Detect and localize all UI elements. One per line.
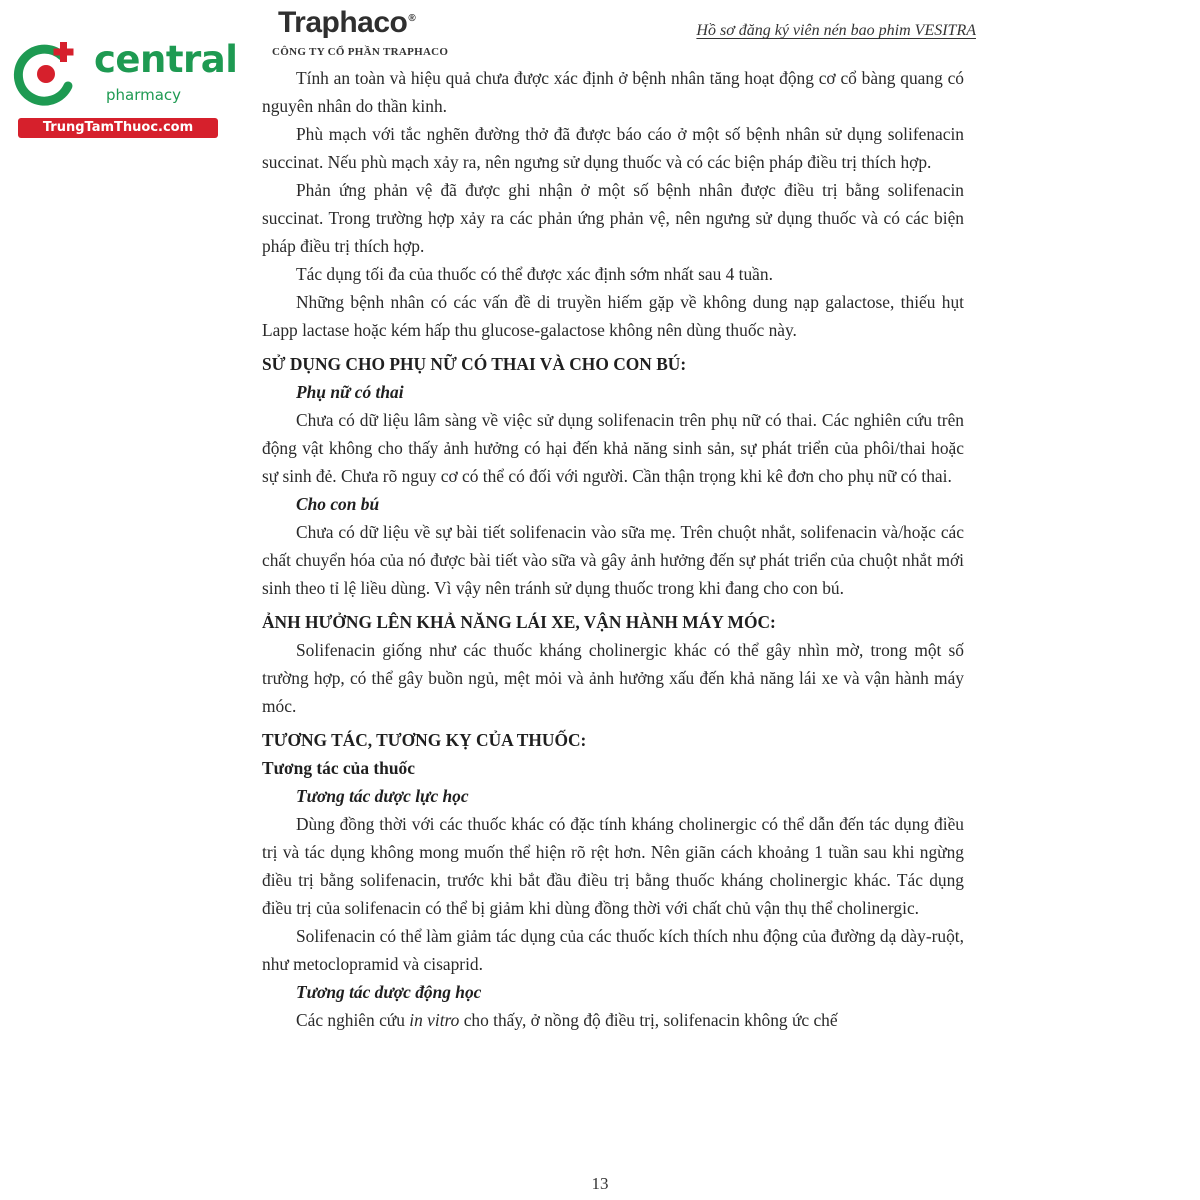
subheading-pharmacokinetic: Tương tác dược động học (296, 982, 482, 1002)
company-name: CÔNG TY CỔ PHẦN TRAPHACO (272, 46, 449, 58)
subheading-pharmacodynamic: Tương tác dược lực học (296, 786, 469, 806)
paragraph-pregnant-women: Chưa có dữ liệu lâm sàng về việc sử dụng solifenacin trên phụ nữ có thai. Các nghiên cứu trên động vật không cho thấy ảnh hưởng có hại đến khả năng sinh sản, sự phát triển của phôi/thai hoặc sự sinh đẻ. Chưa rõ nguy cơ có thể có đối với người. Cần thận trọng khi kê đơn cho phụ nữ có thai. (262, 410, 964, 486)
paragraph-anaphylaxis: Phản ứng phản vệ đã được ghi nhận ở một số bệnh nhân được điều trị bằng solifenacin succinat. Trong trường hợp xảy ra các phản ứng phản vệ, nên ngưng sử dụng thuốc và có các biện pháp điều trị thích hợp. (262, 180, 964, 256)
subheading-drug-interactions: Tương tác của thuốc (262, 758, 415, 778)
paragraph-angioedema: Phù mạch với tắc nghẽn đường thở đã được báo cáo ở một số bệnh nhân sử dụng solifenacin succinat. Nếu phù mạch xảy ra, nên ngưng sử dụng thuốc và có các biện pháp điều trị thích hợp. (262, 124, 964, 172)
subheading-pregnant-women: Phụ nữ có thai (296, 382, 404, 402)
paragraph-galactose: Những bệnh nhân có các vấn đề di truyền hiếm gặp về không dung nạp galactose, thiếu hụt Lapp lactase hoặc kém hấp thu glucose-galactose không nên dùng thuốc này. (262, 292, 964, 340)
paragraph-pharmacodynamic-2: Solifenacin có thể làm giảm tác dụng của các thuốc kích thích nhu động của đường dạ dày-ruột, như metoclopramid và cisaprid. (262, 926, 964, 974)
central-brand-text: central (94, 38, 238, 81)
subheading-breastfeeding: Cho con bú (296, 494, 380, 514)
traphaco-logo-text: Traphaco (278, 6, 408, 39)
page-content (262, 64, 964, 1034)
site-url-banner: TrungTamThuoc.com (18, 118, 218, 138)
paragraph-pharmacodynamic-1: Dùng đồng thời với các thuốc khác có đặc tính kháng cholinergic có thể dẫn đến tác dụng điều trị và tác dụng không mong muốn thể hiện rõ rệt hơn. Nên giãn cách khoảng 1 tuần sau khi ngừng điều trị bằng solifenacin, trước khi bắt đầu điều trị bằng thuốc kháng cholinergic khác. Tác dụng điều trị của solifenacin có thể bị giảm khi dùng đồng thời với chất chủ vận thụ thể cholinergic. (262, 814, 964, 918)
heading-interactions: TƯƠNG TÁC, TƯƠNG KỴ CỦA THUỐC: (262, 730, 587, 750)
pk-text-pre: Các nghiên cứu (296, 1010, 410, 1030)
paragraph-max-effect: Tác dụng tối đa của thuốc có thể được xác định sớm nhất sau 4 tuần. (296, 264, 773, 284)
paragraph-pharmacokinetic (262, 1006, 964, 1034)
paragraph-breastfeeding: Chưa có dữ liệu về sự bài tiết solifenacin vào sữa mẹ. Trên chuột nhắt, solifenacin và/hoặc các chất chuyển hóa của nó được bài tiết vào sữa và gây ảnh hưởng đến sự phát triển của chuột nhắt mới sinh theo tỉ lệ liều dùng. Vì vậy nên tránh sử dụng thuốc trong khi đang cho con bú. (262, 522, 964, 598)
paragraph-neurogenic: Tính an toàn và hiệu quả chưa được xác định ở bệnh nhân tăng hoạt động cơ cổ bàng quang có nguyên nhân do thần kinh. (262, 68, 964, 116)
heading-pregnancy-breastfeeding: SỬ DỤNG CHO PHỤ NỮ CÓ THAI VÀ CHO CON BÚ: (262, 354, 687, 374)
pk-text-post: cho thấy, ở nồng độ điều trị, solifenacin không ức chế (459, 1010, 838, 1030)
page-number: 13 (591, 1174, 609, 1193)
pharmacy-text: pharmacy (106, 86, 182, 104)
document-header (260, 4, 980, 64)
heading-driving-machines: ẢNH HƯỞNG LÊN KHẢ NĂNG LÁI XE, VẬN HÀNH MÁY MÓC: (262, 612, 776, 632)
pk-in-vitro: in vitro (409, 1010, 460, 1030)
traphaco-logo (278, 6, 415, 40)
dossier-title: Hồ sơ đăng ký viên nén bao phim VESITRA (696, 22, 976, 39)
paragraph-driving-machines: Solifenacin giống như các thuốc kháng cholinergic khác có thể gây nhìn mờ, trong một số trường hợp, có thể gây buồn ngủ, mệt mỏi và ảnh hưởng xấu đến khả năng lái xe và vận hành máy móc. (262, 640, 964, 716)
central-pharmacy-mark-icon (10, 38, 82, 110)
central-pharmacy-logo (10, 38, 238, 138)
registered-mark: ® (408, 13, 416, 24)
